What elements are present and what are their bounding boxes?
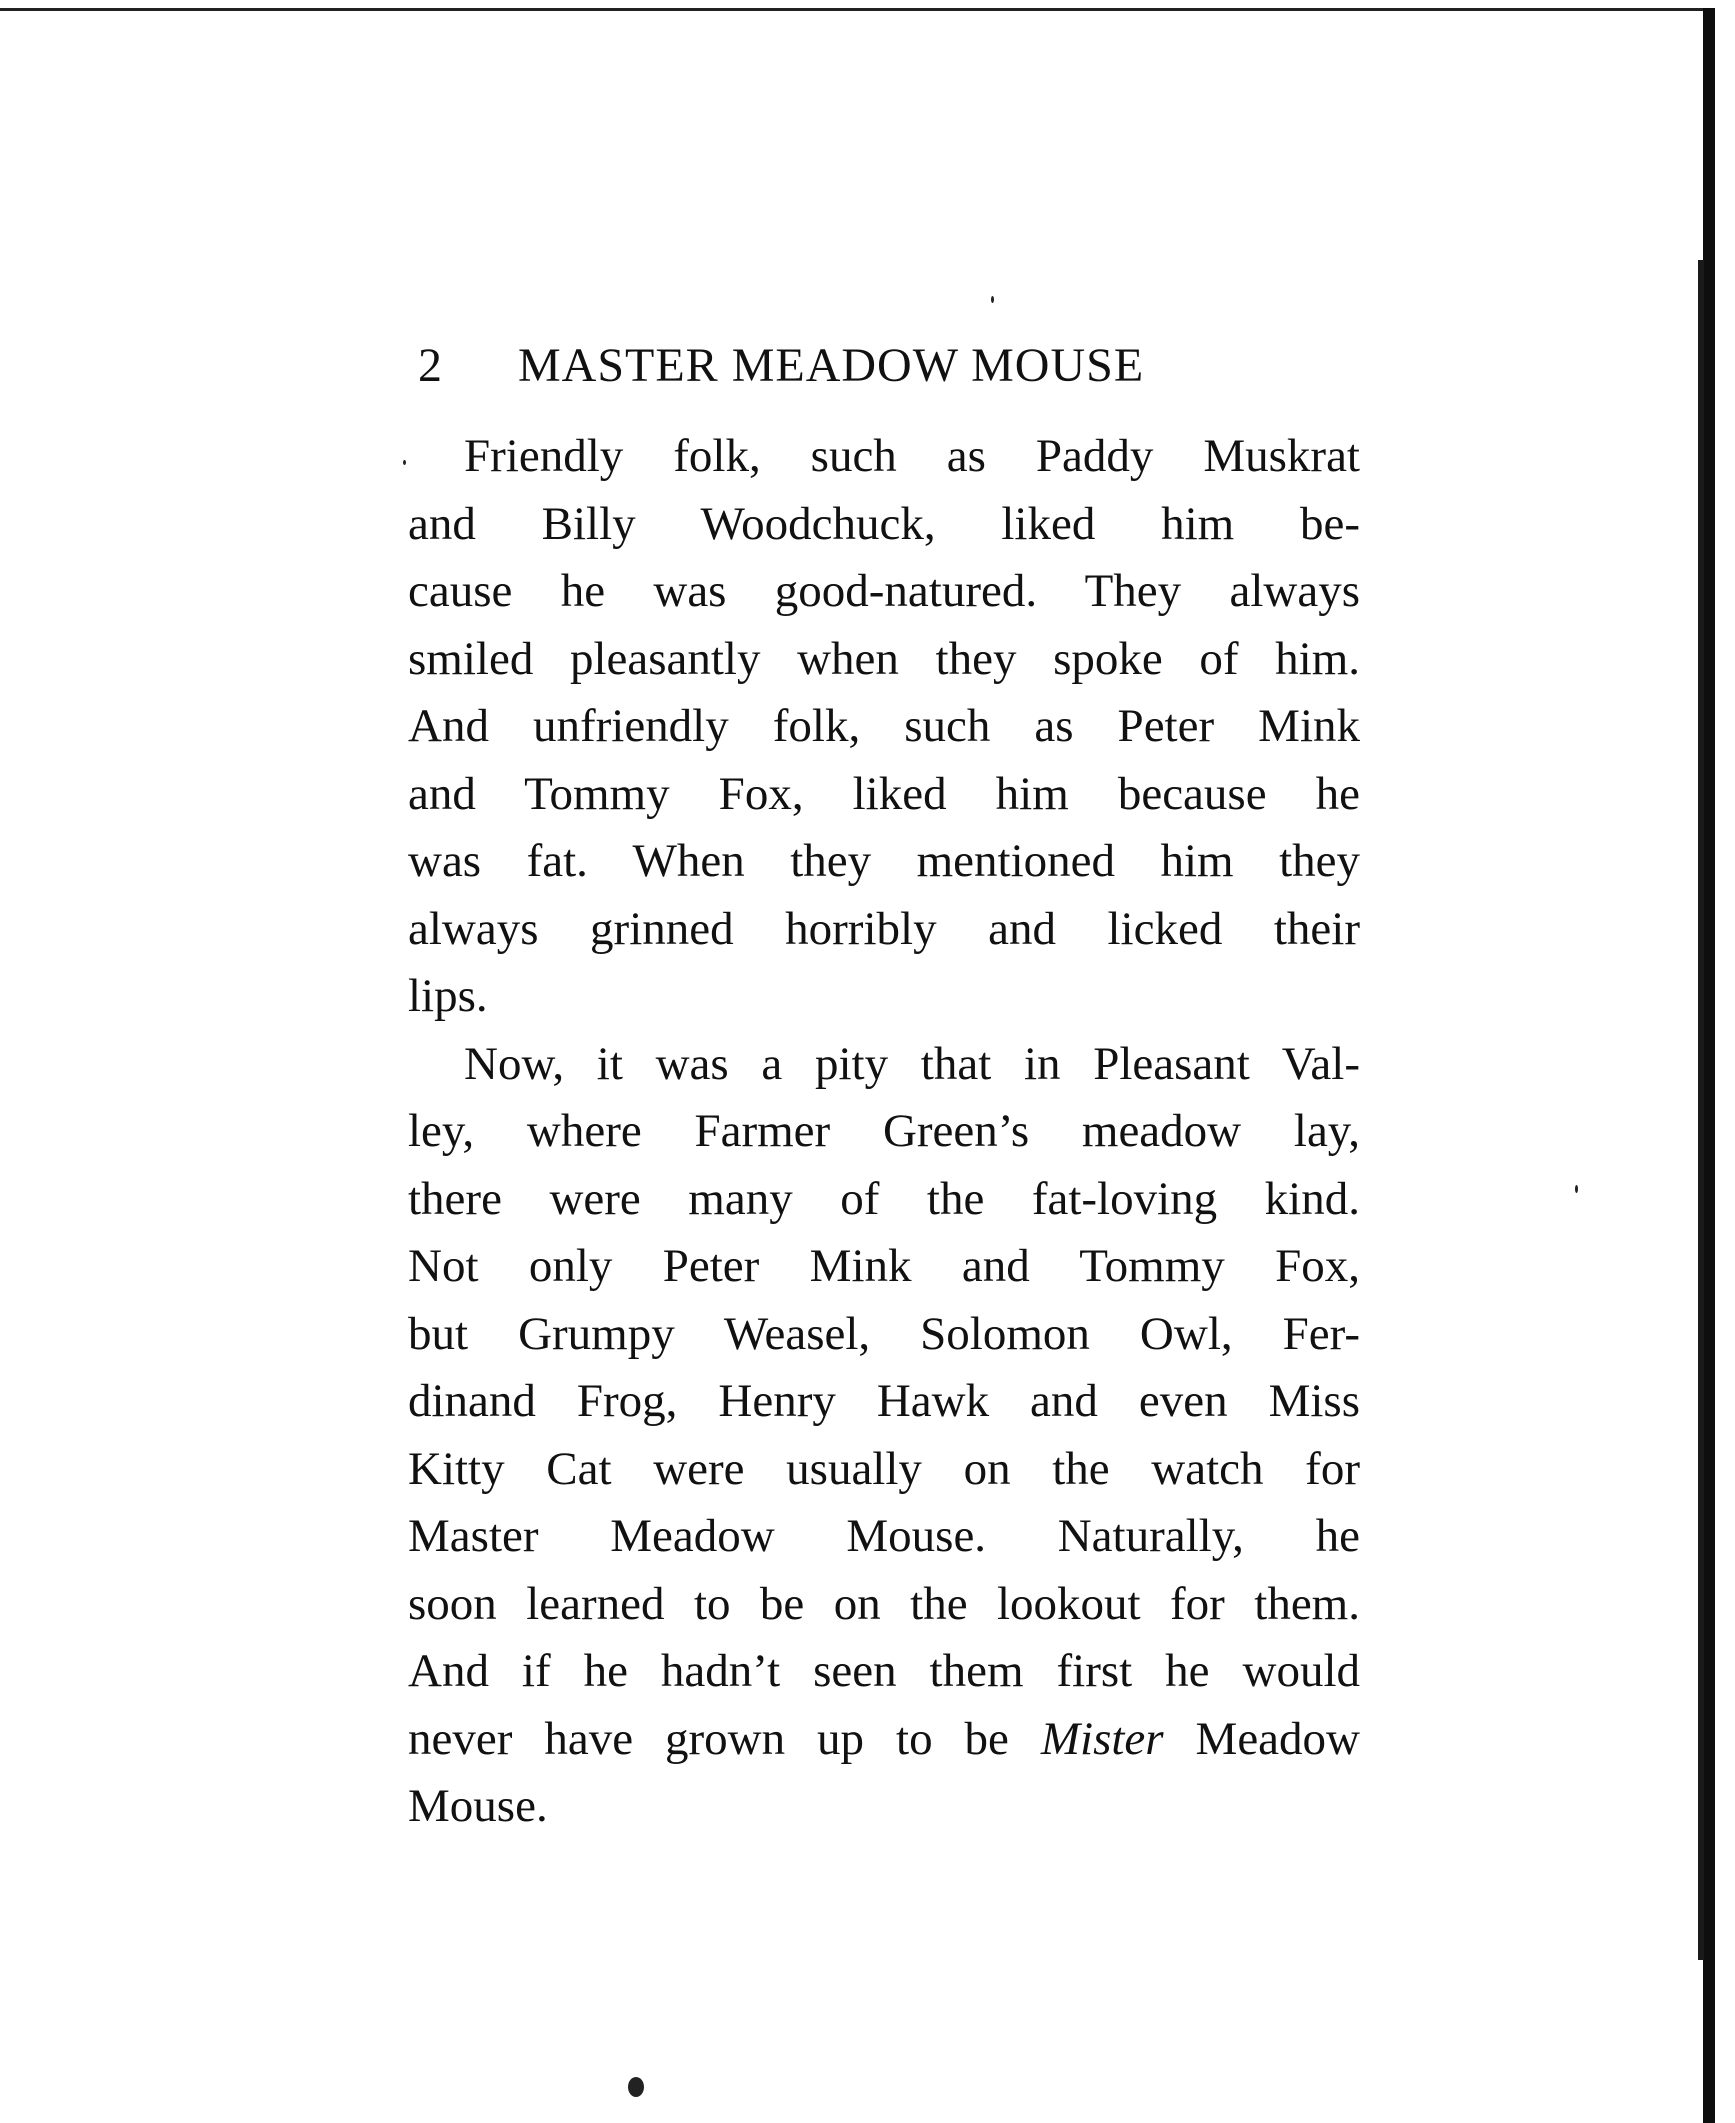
book-title: MASTER MEADOW MOUSE <box>518 339 1145 392</box>
text-line: And if he hadn’t seen them first he would <box>408 1645 1360 1697</box>
page-number: 2 <box>418 339 443 392</box>
text-line: was fat. When they mentioned him they <box>408 835 1360 887</box>
text-line: cause he was good-natured. They always <box>408 565 1360 617</box>
dust-speck <box>991 296 994 303</box>
text-segment: Meadow <box>1163 1712 1360 1765</box>
text-line: Now, it was a pity that in Pleasant Val- <box>464 1037 1360 1090</box>
body-text <box>408 423 1360 1841</box>
italic-word: Mister <box>1040 1712 1164 1765</box>
text-line: there were many of the fat-loving kind. <box>408 1172 1360 1225</box>
dust-speck <box>1575 1185 1578 1193</box>
text-line: ley, where Farmer Green’s meadow lay, <box>408 1105 1360 1157</box>
text-segment: never have grown up to be <box>408 1712 1041 1765</box>
paragraph-2 <box>408 1031 1360 1841</box>
text-line: Master Meadow Mouse. Naturally, he <box>408 1510 1360 1562</box>
text-line: And unfriendly folk, such as Peter Mink <box>408 700 1360 752</box>
text-line: Not only Peter Mink and Tommy Fox, <box>408 1240 1360 1292</box>
text-line: Kitty Cat were usually on the watch for <box>408 1442 1360 1495</box>
ink-blot <box>628 2077 644 2097</box>
text-line: smiled pleasantly when they spoke of him. <box>408 632 1360 685</box>
text-line: soon learned to be on the lookout for them. <box>408 1577 1360 1630</box>
text-line: dinand Frog, Henry Hawk and even Miss <box>408 1375 1360 1427</box>
paragraph-1 <box>408 423 1360 1031</box>
text-line: Friendly folk, such as Paddy Muskrat <box>464 430 1360 482</box>
text-line <box>408 1706 1360 1774</box>
dust-speck <box>403 460 406 465</box>
text-line: and Billy Woodchuck, liked him be- <box>408 497 1360 550</box>
running-head <box>418 336 1278 396</box>
text-line: Mouse. <box>408 1780 548 1832</box>
text-line: but Grumpy Weasel, Solomon Owl, Fer- <box>408 1307 1360 1360</box>
text-line: always grinned horribly and licked their <box>408 902 1360 955</box>
text-line: lips. <box>408 970 488 1022</box>
text-line: and Tommy Fox, liked him because he <box>408 767 1360 820</box>
